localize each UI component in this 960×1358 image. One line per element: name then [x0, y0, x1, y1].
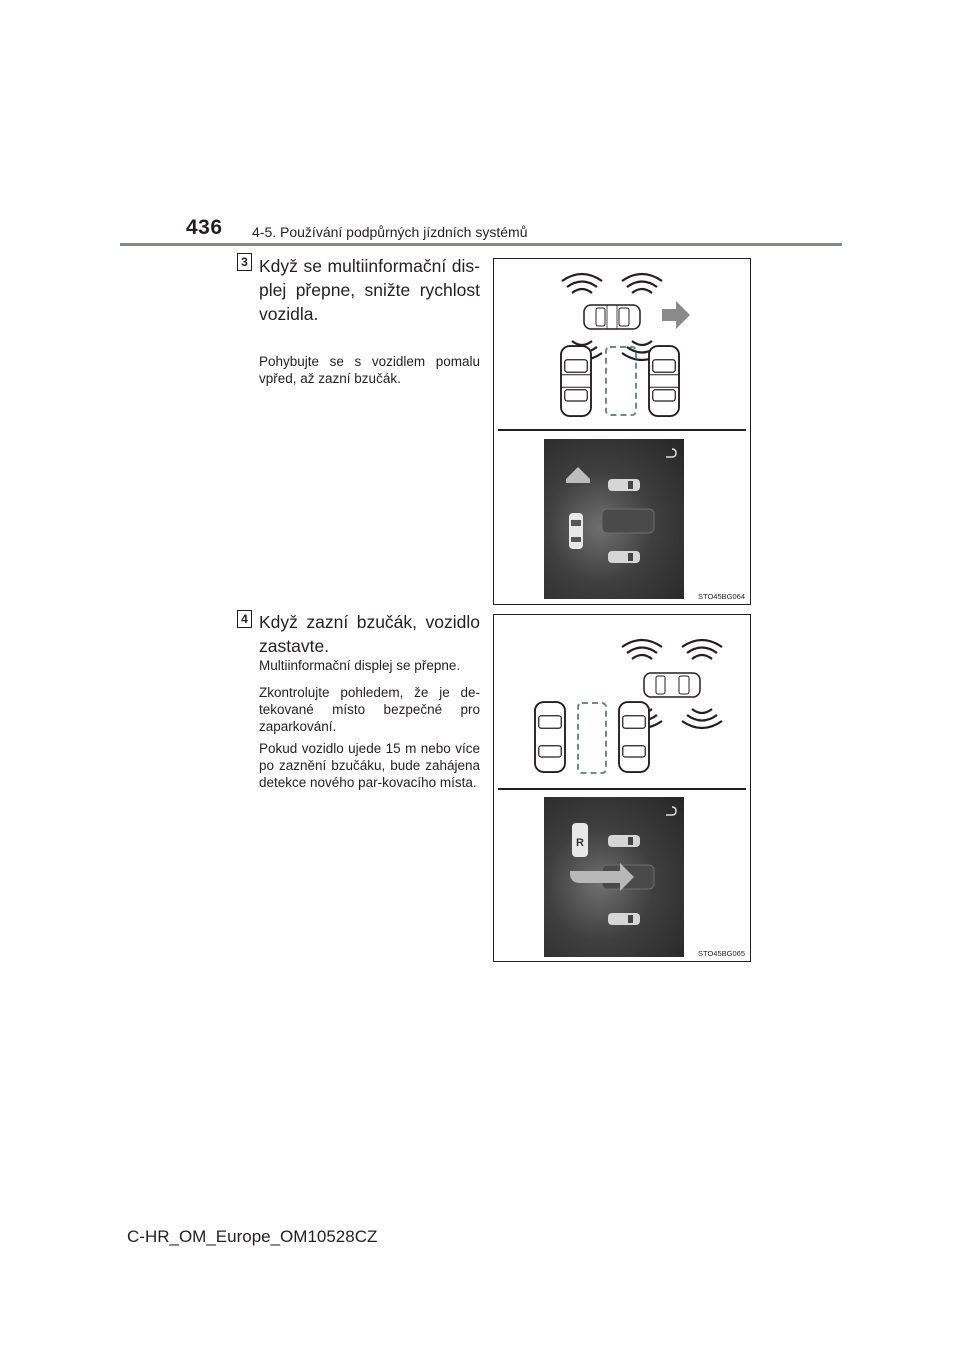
moving-car-icon — [584, 305, 640, 329]
step-4-text-2: Zkontrolujte pohledem, že je de-tekované místo bezpečné pro zaparkování. — [259, 685, 480, 734]
step-4-text-1: Multiinformační displej se přepne. — [259, 658, 461, 673]
figure-divider — [498, 429, 746, 431]
section-title: 4-5. Používání podpůrných jízdních systémů — [252, 224, 528, 240]
parking-diagram-top — [494, 615, 750, 787]
display-screen — [544, 439, 684, 599]
parking-diagram-top — [494, 259, 750, 429]
figure-code: STO45BG064 — [698, 592, 745, 601]
reverse-gear-label: R — [576, 837, 584, 849]
parked-car-icon — [649, 346, 679, 416]
step-4-text-3: Pokud vozidlo ujede 15 m nebo více po zaznění bzučáku, bude zahájena detekce nového par-kovacího místa. — [259, 741, 480, 790]
parked-car-icon — [619, 702, 649, 772]
figure-step-3 — [493, 258, 751, 605]
header-rule — [120, 243, 842, 246]
parking-space — [578, 703, 606, 773]
moving-car-icon — [644, 673, 700, 697]
figure-code: STO45BG065 — [698, 949, 745, 958]
step-3-heading: Když se multiinformační dis-plej přepne, snižte rychlost vozidla. — [259, 256, 480, 324]
step-3-text: Pohybujte se s vozidlem pomalu vpřed, až zazní bzučák. — [259, 354, 480, 386]
figure-divider — [498, 788, 746, 790]
step-4-badge: 4 — [237, 610, 252, 628]
figure-step-4 — [493, 614, 751, 962]
display-screen — [544, 797, 684, 957]
parked-car-icon — [561, 346, 591, 416]
footer-doc-id: C-HR_OM_Europe_OM10528CZ — [127, 1227, 378, 1246]
page-number: 436 — [186, 216, 223, 239]
step-4-heading: Když zazní bzučák, vozidlo zastavte. — [259, 612, 480, 656]
forward-arrow-icon — [566, 467, 590, 479]
direction-arrow-icon — [662, 301, 690, 329]
step-3-badge: 3 — [237, 253, 252, 271]
parked-car-icon — [535, 702, 565, 772]
